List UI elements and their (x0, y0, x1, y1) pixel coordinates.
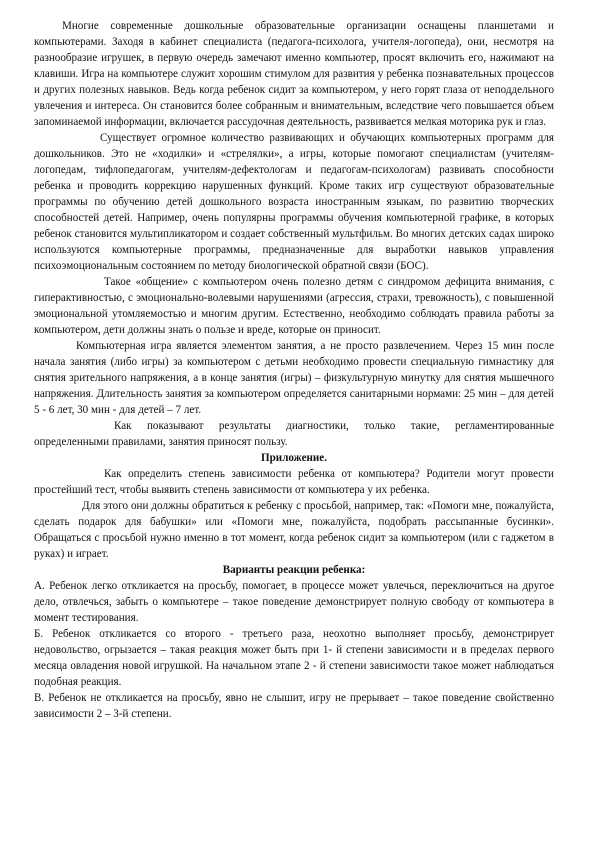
document-page (34, 18, 554, 722)
paragraph-test-request: Для этого они должны обратиться к ребенку с просьбой, например, так: «Помоги мне, пожалуйста, сделать подарок для бабушки» или «Помоги мне, пожалуйста, подобрать рассыпанные бусинки». Обращаться с просьбой нужно именно в тот момент, когда ребенок сидит за компьютером (или с гаджетом в руках) и играет. (34, 500, 554, 560)
variant-v: В. Ребенок не откликается на просьбу, явно не слышит, игру не прерывает – такое поведение свойственно зависимости 2 – 3-й степени. (34, 692, 554, 720)
variant-b: Б. Ребенок откликается со второго - третьего раза, неохотно выполняет просьбу, демонстрирует недовольство, огрызается – такая реакция может быть при 1- й степени зависимости и в пределах первого месяца овладения новой игрушкой. На начальном этапе 2 - й степени зависимости такое может наблюдаться подобная реакция. (34, 628, 554, 688)
appendix-heading: Приложение. (261, 452, 327, 464)
paragraph-communication: Такое «общение» с компьютером очень полезно детям с синдромом дефицита внимания, с гиперактивностью, с эмоционально-волевыми нарушениями (агрессия, страхи, тревожность), с повышенной эмоциональной утомляемостью и многим другим. Естественно, необходимо соблюдать правила работы за компьютером, дети должны знать о пользе и вреде, которые он приносит. (34, 276, 554, 336)
paragraph-lesson: Компьютерная игра является элементом занятия, а не просто развлечением. Через 15 мин после начала занятия (либо игры) за компьютером с детьми необходимо провести специальную гимнастику для снятия зрительного напряжения, а в конце занятия (игры) – физкультурную минутку для снятия мышечного напряжения. Длительность занятия за компьютером определяется санитарными нормами: 25 мин – для детей 5 - 6 лет, 30 мин - для детей – 7 лет. (34, 340, 554, 416)
reactions-heading: Варианты реакции ребенка: (222, 564, 366, 576)
paragraph-intro: Многие современные дошкольные образовательные организации оснащены планшетами и компьютерами. Заходя в кабинет специалиста (педагога-психолога, учителя-логопеда), они, несмотря на разнообразие игрушек, в первую очередь замечают именно компьютер, просят включить его, нажимают на клавиши. Игра на компьютере служит хорошим стимулом для развития у ребенка познавательных процессов и других полезных навыков. Ведь когда ребенок сидит за компьютером, у него горят глаза от неподдельного увлечения и интереса. Он становится более собранным и внимательным, вследствие чего повышается объем запоминаемой информации, включается рассудочная деятельность, развивается мелкая моторика рук и глаз. (34, 20, 554, 128)
paragraph-diagnostics: Как показывают результаты диагностики, только такие, регламентированные определенными правилами, занятия приносят пользу. (34, 420, 554, 448)
paragraph-programs: Существует огромное количество развивающих и обучающих компьютерных программ для дошкольников. Это не «ходилки» и «стрелялки», а игры, которые помогают специалистам (учителям-логопедам, тифлопедагогам, учителям-дефектологам и педагогам-психологам) развивать способности ребенка и проводить коррекцию нарушенных функций. Кроме таких игр существуют образовательные программы по обучению детей дошкольного возраста иностранным языкам, по развитию творческих способностей детей. Например, очень популярны программы обучения компьютерной графике, в которых ребенок становится мультипликатором и создает собственный мультфильм. Во многих детских садах широко используются компьютерные программы, предназначенные для выработки навыков управления психоэмоциональным состоянием по методу биологической обратной связи (БОС). (34, 132, 554, 272)
paragraph-test-question: Как определить степень зависимости ребенка от компьютера? Родители могут провести простейший тест, чтобы выявить степень зависимости от компьютера у их ребенка. (34, 468, 554, 496)
variant-a: А. Ребенок легко откликается на просьбу, помогает, в процессе может увлечься, переключиться на другое дело, отвлечься, забыть о компьютере – такое поведение демонстрирует полную свободу от компьютера в момент тестирования. (34, 580, 554, 624)
